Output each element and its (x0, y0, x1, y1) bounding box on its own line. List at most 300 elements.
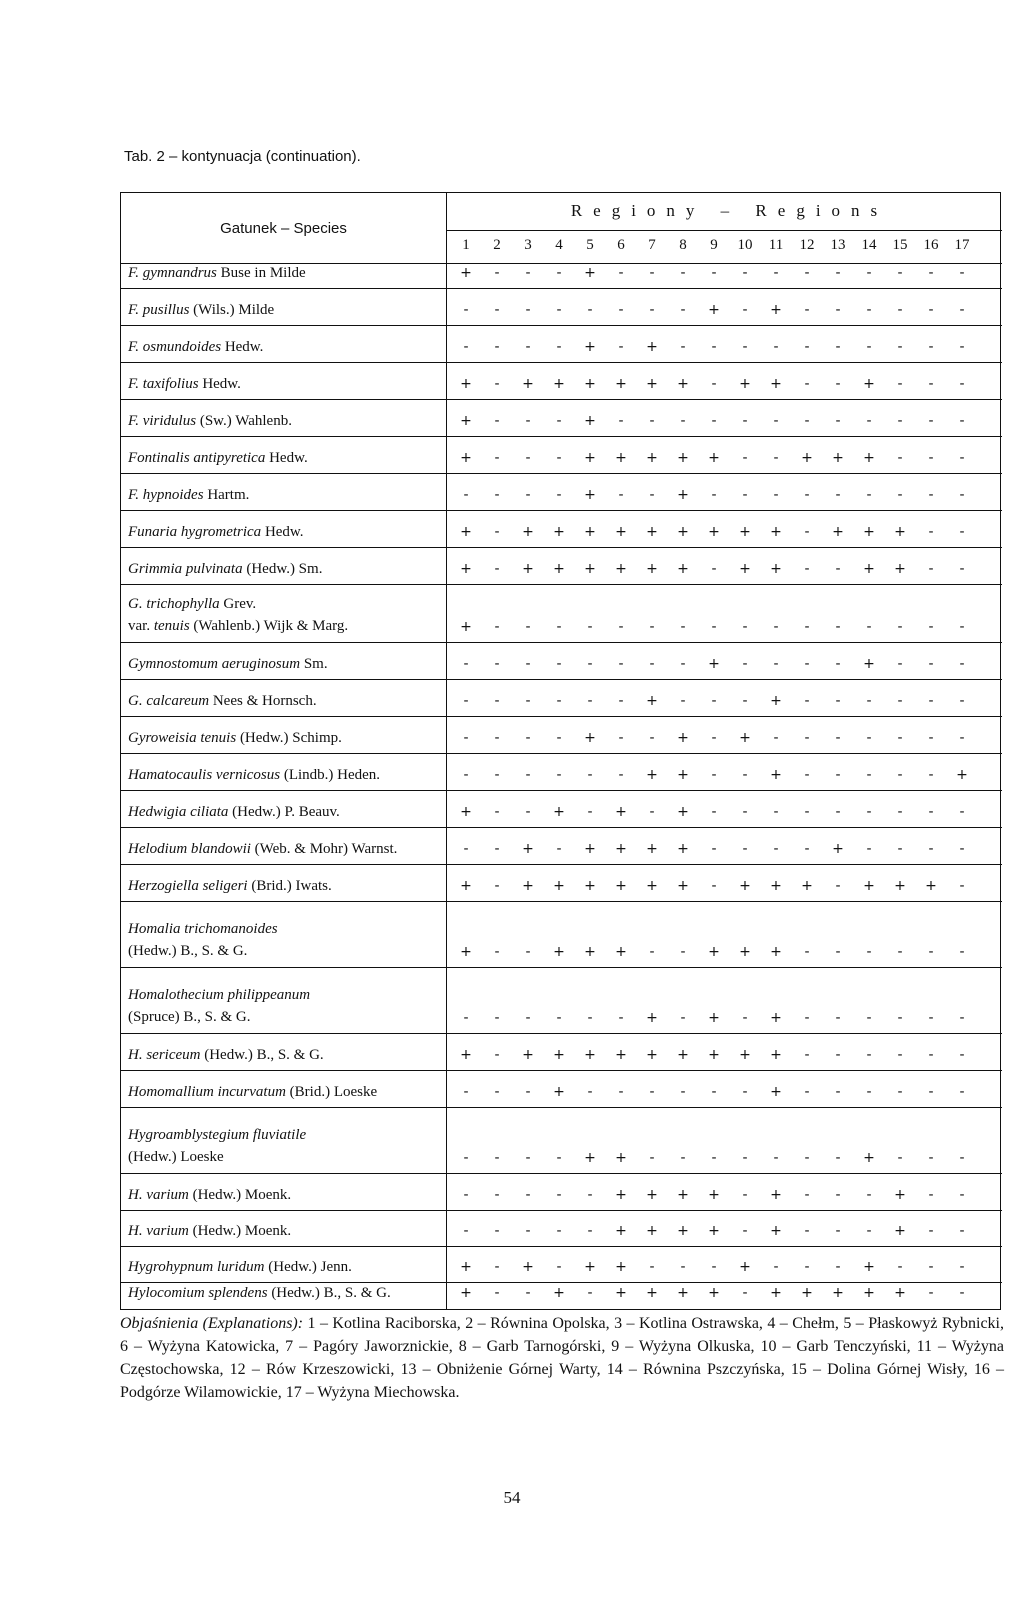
presence-mark: + (615, 1223, 627, 1239)
presence-mark: - (773, 413, 779, 429)
presence-mark: - (711, 376, 717, 392)
table-row (121, 1034, 1002, 1071)
presence-mark: - (463, 1187, 469, 1203)
presence-mark: - (804, 413, 810, 429)
presence-mark: - (711, 767, 717, 783)
presence-mark: + (584, 841, 596, 857)
presence-mark: - (463, 841, 469, 857)
presence-mark: + (832, 450, 844, 466)
presence-mark: - (773, 619, 779, 635)
presence-mark: - (494, 376, 500, 392)
presence-mark: - (897, 730, 903, 746)
presence-mark: - (463, 1223, 469, 1239)
presence-mark: - (897, 265, 903, 281)
presence-mark: - (897, 450, 903, 466)
presence-mark: - (773, 804, 779, 820)
presence-mark: - (556, 265, 562, 281)
presence-mark: + (770, 1084, 782, 1100)
presence-mark: - (897, 413, 903, 429)
presence-mark: + (770, 561, 782, 577)
presence-mark: - (928, 1259, 934, 1275)
presence-mark: + (646, 524, 658, 540)
presence-mark: - (928, 944, 934, 960)
region-number: 7 (648, 237, 656, 253)
presence-mark: + (553, 804, 565, 820)
presence-mark: - (494, 730, 500, 746)
presence-mark: - (525, 656, 531, 672)
species-latin-name: Hylocomium splendens (128, 1285, 268, 1301)
presence-mark: - (525, 339, 531, 355)
presence-mark: - (742, 339, 748, 355)
presence-mark: - (525, 804, 531, 820)
presence-mark: - (835, 302, 841, 318)
presence-mark: - (773, 450, 779, 466)
presence-mark: + (739, 730, 751, 746)
presence-mark: + (615, 944, 627, 960)
presence-mark: - (525, 730, 531, 746)
presence-mark: - (711, 487, 717, 503)
species-variety-prefix: var. (128, 618, 154, 634)
presence-mark: - (959, 693, 965, 709)
presence-mark: - (711, 841, 717, 857)
presence-mark: - (649, 302, 655, 318)
presence-mark: - (959, 1084, 965, 1100)
presence-mark: - (866, 1223, 872, 1239)
presence-mark: - (618, 265, 624, 281)
presence-mark: - (556, 656, 562, 672)
presence-mark: + (708, 1047, 720, 1063)
presence-mark: + (615, 1285, 627, 1301)
presence-mark: + (553, 1047, 565, 1063)
presence-mark: - (556, 1150, 562, 1166)
region-number: 2 (493, 237, 501, 253)
presence-mark: + (708, 302, 720, 318)
presence-mark: + (863, 1150, 875, 1166)
presence-mark: - (897, 1150, 903, 1166)
species-latin-name: Gyroweisia tenuis (128, 730, 237, 746)
presence-mark: + (553, 944, 565, 960)
presence-mark: - (804, 656, 810, 672)
presence-mark: + (584, 878, 596, 894)
presence-mark: + (770, 767, 782, 783)
species-author: (Hedw.) Jenn. (264, 1259, 352, 1275)
presence-mark: - (680, 944, 686, 960)
species-author: (Sw.) Wahlenb. (196, 413, 292, 429)
presence-mark: - (711, 265, 717, 281)
presence-mark: - (494, 1187, 500, 1203)
presence-mark: - (742, 1187, 748, 1203)
presence-mark: + (894, 878, 906, 894)
species-latin-name: Hedwigia ciliata (128, 804, 229, 820)
presence-mark: + (801, 450, 813, 466)
presence-mark: + (739, 944, 751, 960)
presence-mark: - (711, 413, 717, 429)
species-latin-name: Funaria hygrometrica (128, 524, 262, 540)
presence-mark: - (804, 1223, 810, 1239)
presence-mark: - (680, 1084, 686, 1100)
presence-mark: + (863, 656, 875, 672)
presence-mark: - (711, 339, 717, 355)
presence-mark: + (677, 1285, 689, 1301)
presence-mark: + (460, 265, 472, 281)
presence-mark: + (460, 413, 472, 429)
presence-mark: + (584, 265, 596, 281)
presence-mark: + (739, 524, 751, 540)
presence-mark: - (959, 730, 965, 746)
presence-mark: - (494, 339, 500, 355)
presence-mark: - (866, 1010, 872, 1026)
species-name (128, 447, 308, 469)
presence-mark: + (739, 1047, 751, 1063)
presence-mark: - (649, 1084, 655, 1100)
presence-mark: + (553, 561, 565, 577)
presence-mark: - (742, 1285, 748, 1301)
species-name (128, 299, 274, 321)
presence-mark: - (494, 944, 500, 960)
presence-mark: - (928, 376, 934, 392)
table-row (121, 791, 1002, 828)
table-row (121, 1174, 1002, 1211)
presence-mark: - (897, 487, 903, 503)
presence-mark: - (649, 265, 655, 281)
presence-mark: - (494, 1259, 500, 1275)
explanations (120, 1312, 1004, 1404)
presence-mark: - (556, 487, 562, 503)
presence-mark: - (556, 1223, 562, 1239)
species-author: Nees & Hornsch. (209, 693, 317, 709)
presence-mark: + (460, 376, 472, 392)
presence-mark: - (494, 487, 500, 503)
presence-mark: - (525, 1187, 531, 1203)
presence-mark: + (584, 1150, 596, 1166)
presence-mark: + (677, 1187, 689, 1203)
presence-mark: + (646, 339, 658, 355)
presence-mark: + (615, 450, 627, 466)
species-author: (Hedw.) Schimp. (236, 730, 342, 746)
presence-mark: - (711, 804, 717, 820)
presence-mark: - (525, 1084, 531, 1100)
presence-mark: - (959, 1150, 965, 1166)
presence-mark: - (587, 302, 593, 318)
presence-mark: - (587, 1010, 593, 1026)
presence-mark: - (959, 841, 965, 857)
presence-mark: - (866, 944, 872, 960)
species-author: (Hedw.) Moenk. (188, 1187, 292, 1203)
species-name (128, 918, 278, 962)
presence-mark: - (773, 487, 779, 503)
species-author: (Web. & Mohr) Warnst. (250, 841, 398, 857)
presence-mark: + (553, 376, 565, 392)
presence-mark: - (928, 413, 934, 429)
species-author: Hedw. (261, 524, 304, 540)
presence-mark: + (646, 376, 658, 392)
presence-mark: + (615, 376, 627, 392)
presence-mark: + (646, 1223, 658, 1239)
presence-mark: + (770, 693, 782, 709)
presence-mark: - (959, 1010, 965, 1026)
presence-mark: - (618, 693, 624, 709)
presence-mark: + (522, 524, 534, 540)
presence-mark: + (801, 1285, 813, 1301)
species-latin-name: Homalothecium philippeanum (128, 987, 311, 1003)
presence-mark: + (770, 1047, 782, 1063)
presence-mark: - (773, 265, 779, 281)
presence-mark: - (463, 1010, 469, 1026)
presence-mark: - (928, 1285, 934, 1301)
species-latin-name: H. varium (128, 1187, 189, 1203)
table-row (121, 902, 1002, 968)
species-name (128, 801, 340, 823)
species-latin-name: Homomallium incurvatum (128, 1084, 286, 1100)
presence-mark: + (677, 878, 689, 894)
presence-mark: - (556, 1259, 562, 1275)
presence-mark: - (494, 767, 500, 783)
presence-mark: - (928, 339, 934, 355)
presence-mark: + (460, 619, 472, 635)
presence-mark: - (525, 693, 531, 709)
presence-mark: - (897, 767, 903, 783)
species-name (128, 1282, 391, 1304)
presence-mark: - (618, 730, 624, 746)
presence-mark: - (525, 1150, 531, 1166)
presence-mark: - (494, 1084, 500, 1100)
table-row (121, 1108, 1002, 1174)
species-author: (Hedw.) Moenk. (188, 1223, 292, 1239)
presence-mark: + (646, 1187, 658, 1203)
presence-mark: - (742, 693, 748, 709)
header-divider (447, 230, 1002, 231)
presence-mark: - (556, 413, 562, 429)
presence-mark: - (928, 1187, 934, 1203)
presence-mark: - (649, 804, 655, 820)
presence-mark: - (494, 1010, 500, 1026)
presence-mark: - (494, 693, 500, 709)
explanations-label: Objaśnienia (Explanations): (120, 1315, 304, 1332)
presence-mark: + (522, 376, 534, 392)
presence-mark: - (525, 1285, 531, 1301)
table-row (121, 643, 1002, 680)
presence-mark: + (460, 804, 472, 820)
presence-mark: - (804, 693, 810, 709)
presence-mark: - (494, 841, 500, 857)
presence-mark: - (680, 302, 686, 318)
presence-mark: - (494, 804, 500, 820)
presence-mark: - (928, 450, 934, 466)
presence-mark: + (615, 841, 627, 857)
presence-mark: + (739, 376, 751, 392)
presence-mark: + (677, 1047, 689, 1063)
presence-mark: - (494, 265, 500, 281)
presence-mark: + (460, 524, 472, 540)
presence-mark: + (615, 524, 627, 540)
presence-mark: + (584, 487, 596, 503)
species-name (128, 593, 348, 637)
species-name (128, 558, 322, 580)
presence-mark: - (959, 450, 965, 466)
species-table (120, 192, 1001, 1310)
presence-mark: - (866, 1084, 872, 1100)
species-author: (Hedw.) B., S. & G. (200, 1047, 324, 1063)
presence-mark: - (835, 1259, 841, 1275)
presence-mark: - (680, 1010, 686, 1026)
species-author: (Spruce) B., S. & G. (128, 1009, 251, 1025)
presence-mark: - (897, 841, 903, 857)
species-name (128, 484, 249, 506)
species-author: (Wils.) Milde (189, 302, 275, 318)
presence-mark: + (615, 1150, 627, 1166)
presence-mark: - (866, 1047, 872, 1063)
species-latin-name: Hygroamblystegium fluviatile (128, 1127, 307, 1143)
presence-mark: - (959, 561, 965, 577)
species-latin-name: Hamatocaulis vernicosus (128, 767, 281, 783)
presence-mark: - (463, 339, 469, 355)
presence-mark: - (866, 487, 872, 503)
region-number: 14 (861, 237, 877, 253)
presence-mark: - (649, 1259, 655, 1275)
presence-mark: + (925, 878, 937, 894)
presence-mark: - (556, 730, 562, 746)
region-number: 16 (923, 237, 939, 253)
presence-mark: - (959, 1187, 965, 1203)
species-latin-name: Gymnostomum aeruginosum (128, 656, 301, 672)
species-name (128, 1256, 352, 1278)
presence-mark: + (677, 804, 689, 820)
presence-mark: - (959, 339, 965, 355)
presence-mark: - (835, 693, 841, 709)
presence-mark: + (553, 878, 565, 894)
presence-mark: + (863, 450, 875, 466)
presence-mark: - (618, 619, 624, 635)
presence-mark: - (959, 944, 965, 960)
presence-mark: - (866, 413, 872, 429)
presence-mark: + (460, 878, 472, 894)
presence-mark: - (680, 339, 686, 355)
presence-mark: - (742, 619, 748, 635)
table-row (121, 585, 1002, 643)
presence-mark: - (556, 693, 562, 709)
species-author: (Hedw.) B., S. & G. (128, 943, 248, 959)
species-latin-name: G. calcareum (128, 693, 210, 709)
presence-mark: + (646, 878, 658, 894)
presence-mark: - (804, 487, 810, 503)
table-row (121, 289, 1002, 326)
presence-mark: + (863, 1259, 875, 1275)
presence-mark: - (866, 1187, 872, 1203)
table-row (121, 474, 1002, 511)
presence-mark: + (522, 1047, 534, 1063)
presence-mark: - (525, 944, 531, 960)
species-name (128, 1081, 377, 1103)
presence-mark: + (584, 339, 596, 355)
presence-mark: + (708, 656, 720, 672)
presence-mark: + (460, 450, 472, 466)
presence-mark: - (556, 339, 562, 355)
presence-mark: - (928, 1010, 934, 1026)
presence-mark: + (770, 1285, 782, 1301)
region-number: 8 (679, 237, 687, 253)
presence-mark: - (835, 376, 841, 392)
presence-mark: - (556, 1187, 562, 1203)
table-row (121, 717, 1002, 754)
presence-mark: - (928, 804, 934, 820)
presence-mark: - (463, 487, 469, 503)
presence-mark: - (835, 1047, 841, 1063)
species-author: Hedw. (265, 450, 308, 466)
presence-mark: - (804, 1084, 810, 1100)
presence-mark: - (773, 841, 779, 857)
presence-mark: - (587, 619, 593, 635)
explanations-text: 1 – Kotlina Raciborska, 2 – Równina Opolska, 3 – Kotlina Ostrawska, 4 – Chełm, 5 – Płaskowyż Rybnicki, 6 – Wyżyna Katowicka, 7 – Pagóry Jaworznickie, 8 – Garb Tarnogórski, 9 – Wyżyna Olkuska, 10 – Garb Tenczyński, 11 – Wyżyna Częstochowska, 12 – Rów Krzeszowicki, 13 – Obniżenie Górnej Warty, 14 – Równina Pszczyńska, 15 – Dolina Górnej Wisły, 16 – Podgórze Wilamowickie, 17 – Wyżyna Miechowska. (120, 1315, 1004, 1401)
presence-mark: - (928, 1084, 934, 1100)
presence-mark: + (646, 693, 658, 709)
presence-mark: + (522, 878, 534, 894)
presence-mark: - (835, 878, 841, 894)
presence-mark: - (525, 1010, 531, 1026)
presence-mark: - (649, 1150, 655, 1166)
presence-mark: - (959, 302, 965, 318)
presence-mark: - (711, 1150, 717, 1166)
species-latin-name: F. taxifolius (128, 376, 199, 392)
presence-mark: - (711, 693, 717, 709)
presence-mark: - (680, 656, 686, 672)
presence-mark: + (956, 767, 968, 783)
presence-mark: + (553, 524, 565, 540)
presence-mark: + (832, 1285, 844, 1301)
table-row (121, 363, 1002, 400)
presence-mark: - (897, 339, 903, 355)
table-row (121, 548, 1002, 585)
presence-mark: + (646, 1047, 658, 1063)
presence-mark: - (742, 1223, 748, 1239)
presence-mark: + (894, 1285, 906, 1301)
table-row (121, 1283, 1002, 1309)
presence-mark: + (615, 804, 627, 820)
presence-mark: - (959, 804, 965, 820)
presence-mark: - (494, 302, 500, 318)
species-latin-name: Grimmia pulvinata (128, 561, 243, 577)
presence-mark: - (587, 656, 593, 672)
presence-mark: - (711, 619, 717, 635)
presence-mark: + (553, 1285, 565, 1301)
presence-mark: + (584, 376, 596, 392)
species-author: Sm. (300, 656, 328, 672)
presence-mark: + (770, 524, 782, 540)
presence-mark: - (804, 767, 810, 783)
presence-mark: + (646, 1010, 658, 1026)
species-name (128, 727, 342, 749)
species-author: (Brid.) Loeske (285, 1084, 378, 1100)
presence-mark: - (494, 450, 500, 466)
species-author: Buse in Milde (216, 265, 306, 281)
presence-mark: - (618, 413, 624, 429)
species-latin-name: G. trichophylla (128, 596, 220, 612)
presence-mark: - (556, 302, 562, 318)
presence-mark: + (677, 1223, 689, 1239)
presence-mark: + (801, 878, 813, 894)
region-number: 15 (892, 237, 908, 253)
presence-mark: - (804, 1010, 810, 1026)
presence-mark: + (584, 413, 596, 429)
presence-mark: - (494, 1223, 500, 1239)
presence-mark: - (463, 730, 469, 746)
presence-mark: + (646, 841, 658, 857)
species-author: (Hedw.) P. Beauv. (228, 804, 340, 820)
presence-mark: - (866, 619, 872, 635)
regions-column-header: Regiony – Regions (570, 201, 889, 220)
presence-mark: - (525, 619, 531, 635)
presence-mark: - (680, 693, 686, 709)
presence-mark: - (804, 804, 810, 820)
